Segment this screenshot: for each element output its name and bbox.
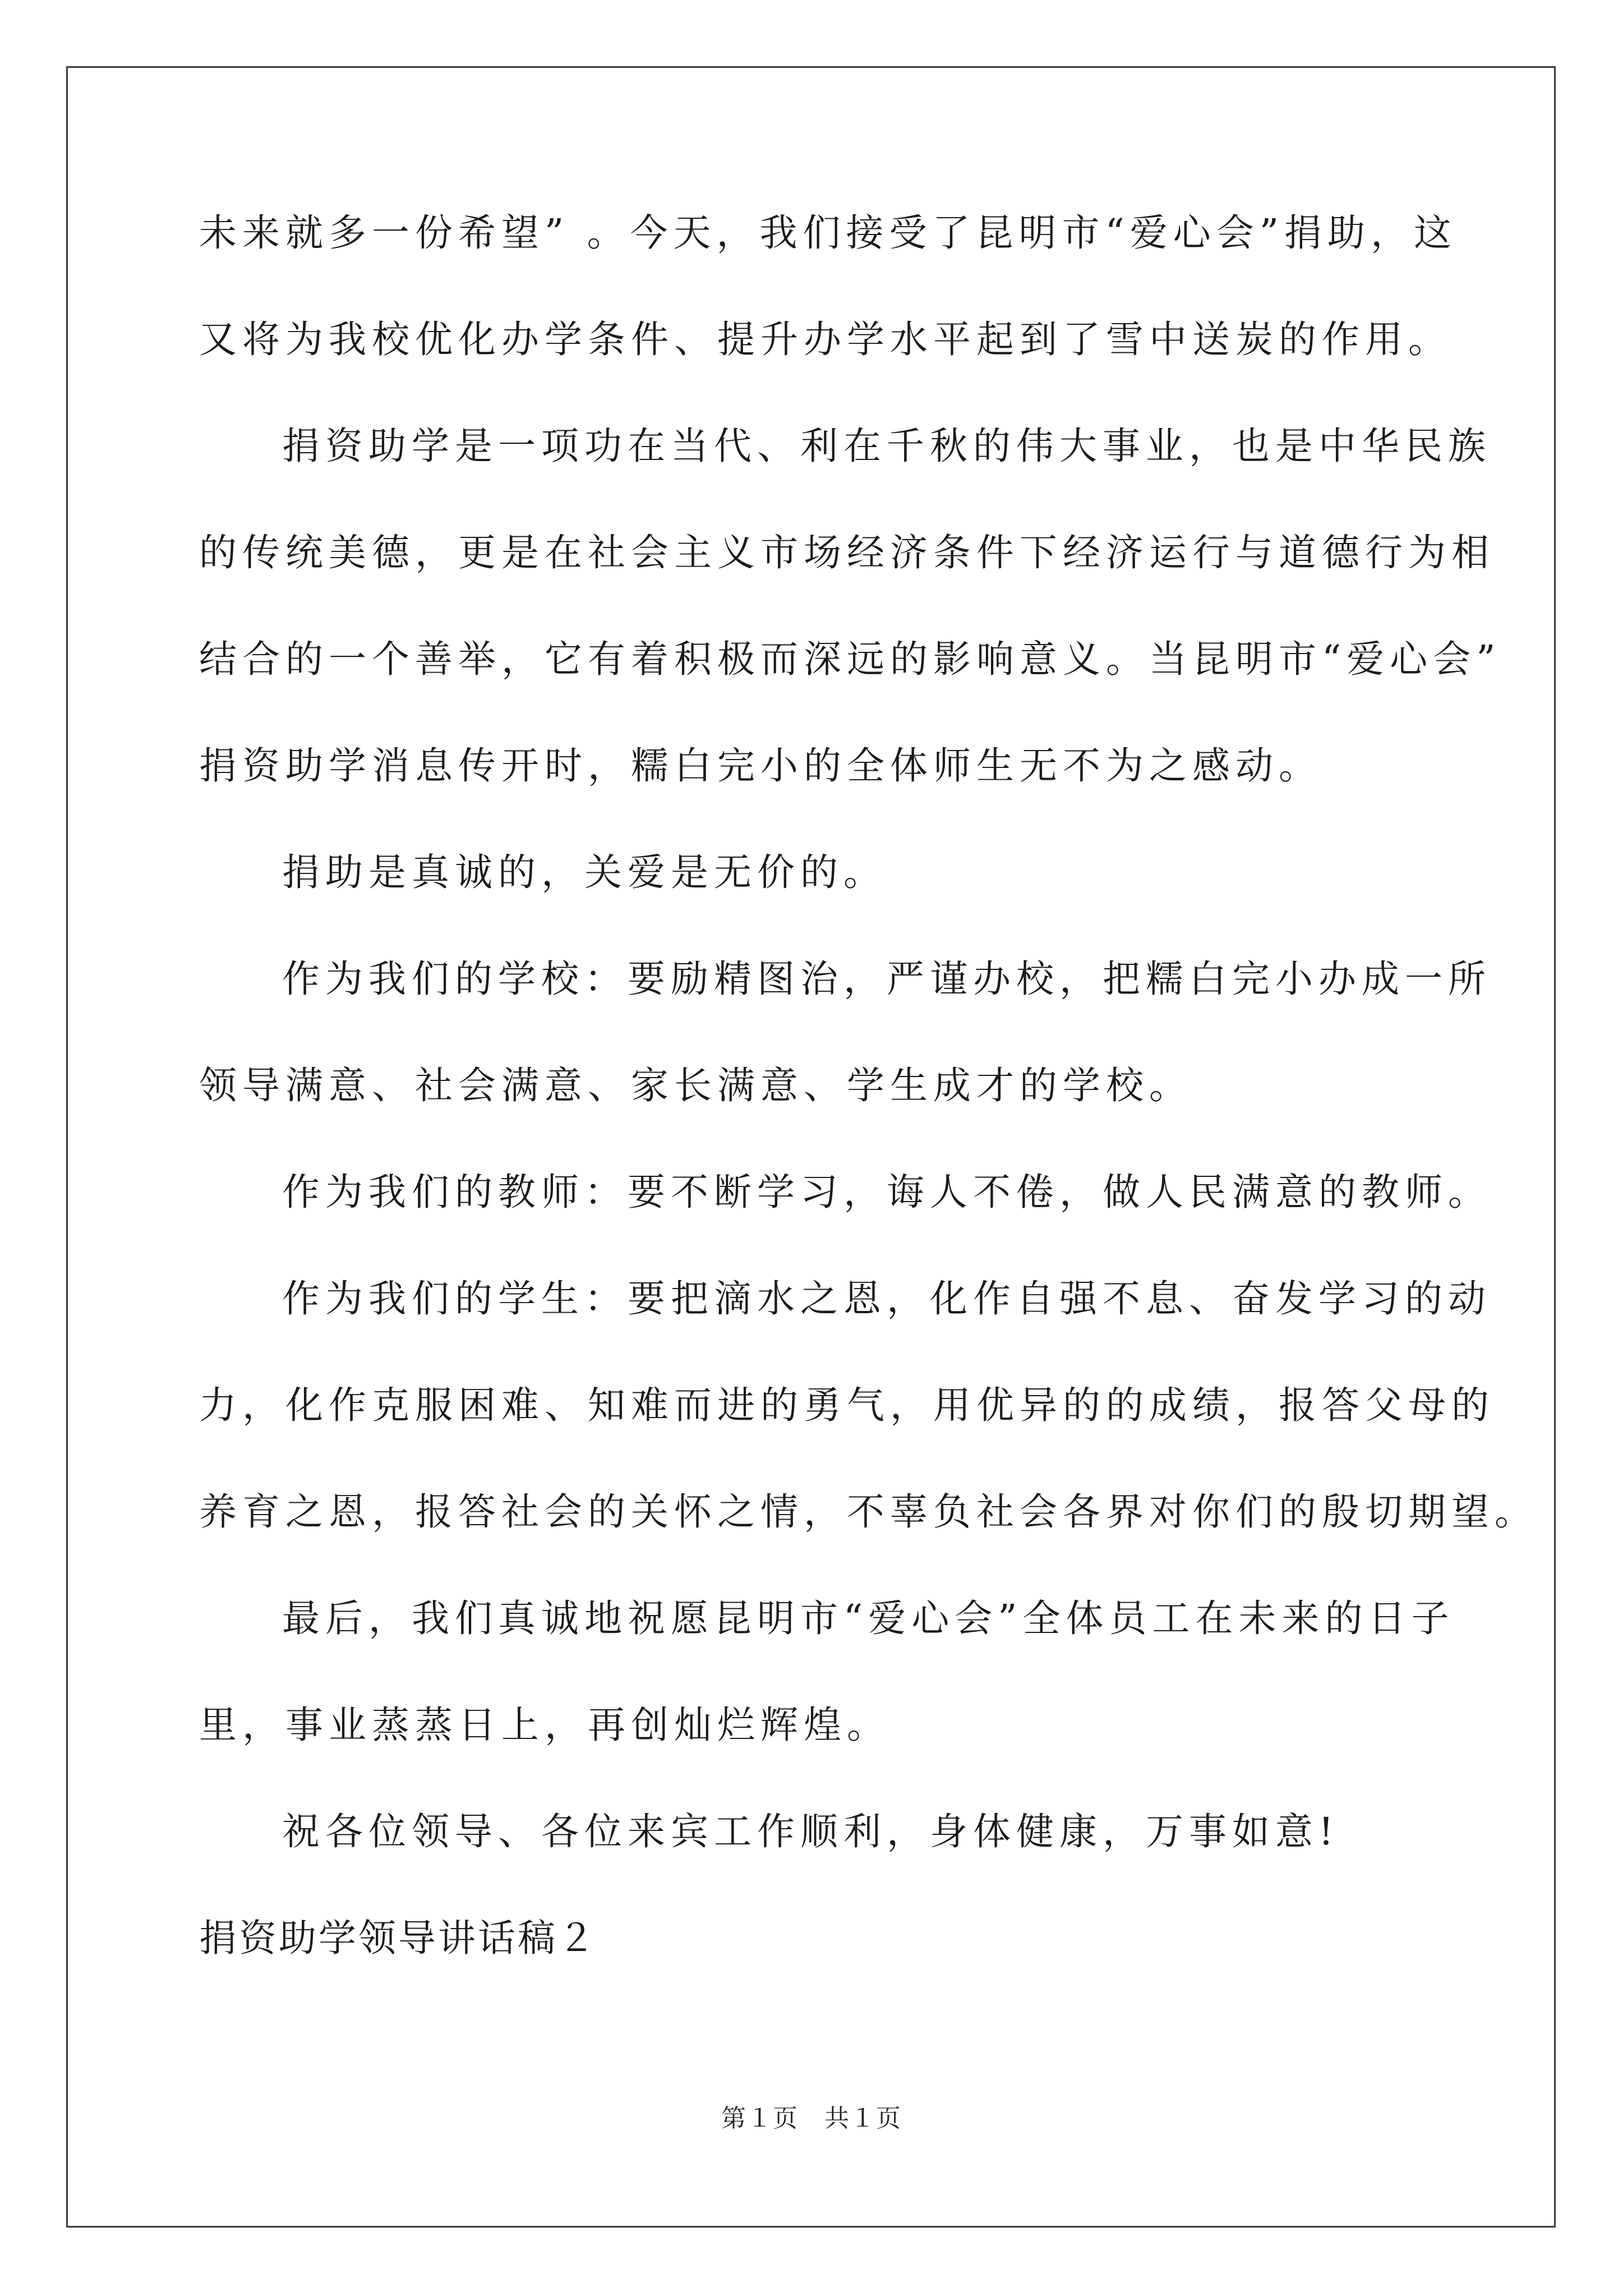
- paragraph-first-line: 作为我们的学校：要励精图治，严谨办校，把糯白完小办成一所: [282, 957, 1491, 1001]
- text-line: 领导满意、社会满意、家长满意、学生成才的学校。: [199, 1064, 1192, 1107]
- paragraph-first-line: 作为我们的学生：要把滴水之恩，化作自强不息、奋发学习的动: [282, 1277, 1491, 1320]
- text-line: 里，事业蒸蒸日上，再创灿烂辉煌。: [199, 1703, 890, 1747]
- text-line: 养育之恩，报答社会的关怀之情，不辜负社会各界对你们的殷切期望。: [199, 1490, 1538, 1534]
- paragraph-first-line: 捐资助学是一项功在当代、利在千秋的伟大事业，也是中华民族: [282, 424, 1491, 468]
- paragraph-first-line: 作为我们的教师：要不断学习，诲人不倦，做人民满意的教师。: [282, 1170, 1491, 1214]
- text-line: 又将为我校优化办学条件、提升办学水平起到了雪中送炭的作用。: [199, 318, 1451, 361]
- text-line: 力，化作克服困难、知难而进的勇气，用优异的的成绩，报答父母的: [199, 1383, 1495, 1427]
- text-line: 的传统美德，更是在社会主义市场经济条件下经济运行与道德行为相: [199, 531, 1495, 574]
- paragraph-first-line: 捐助是真诚的，关爱是无价的。: [282, 850, 887, 894]
- paragraph-first-line: 最后，我们真诚地祝愿昆明市“爱心会”全体员工在未来的日子: [282, 1596, 1455, 1640]
- section-title: 捐资助学领导讲话稿２: [199, 1916, 597, 1960]
- text-line: 未来就多一份希望” 。今天，我们接受了昆明市“爱心会”捐助，这: [199, 211, 1458, 255]
- page-number-footer: 第１页 共１页: [721, 2104, 902, 2133]
- paragraph-first-line: 祝各位领导、各位来宾工作顺利，身体健康，万事如意!: [282, 1810, 1339, 1853]
- text-line: 结合的一个善举，它有着积极而深远的影响意义。当昆明市“爱心会”: [199, 637, 1501, 681]
- text-line: 捐资助学消息传开时，糯白完小的全体师生无不为之感动。: [199, 744, 1322, 788]
- page-border: [66, 66, 1556, 2228]
